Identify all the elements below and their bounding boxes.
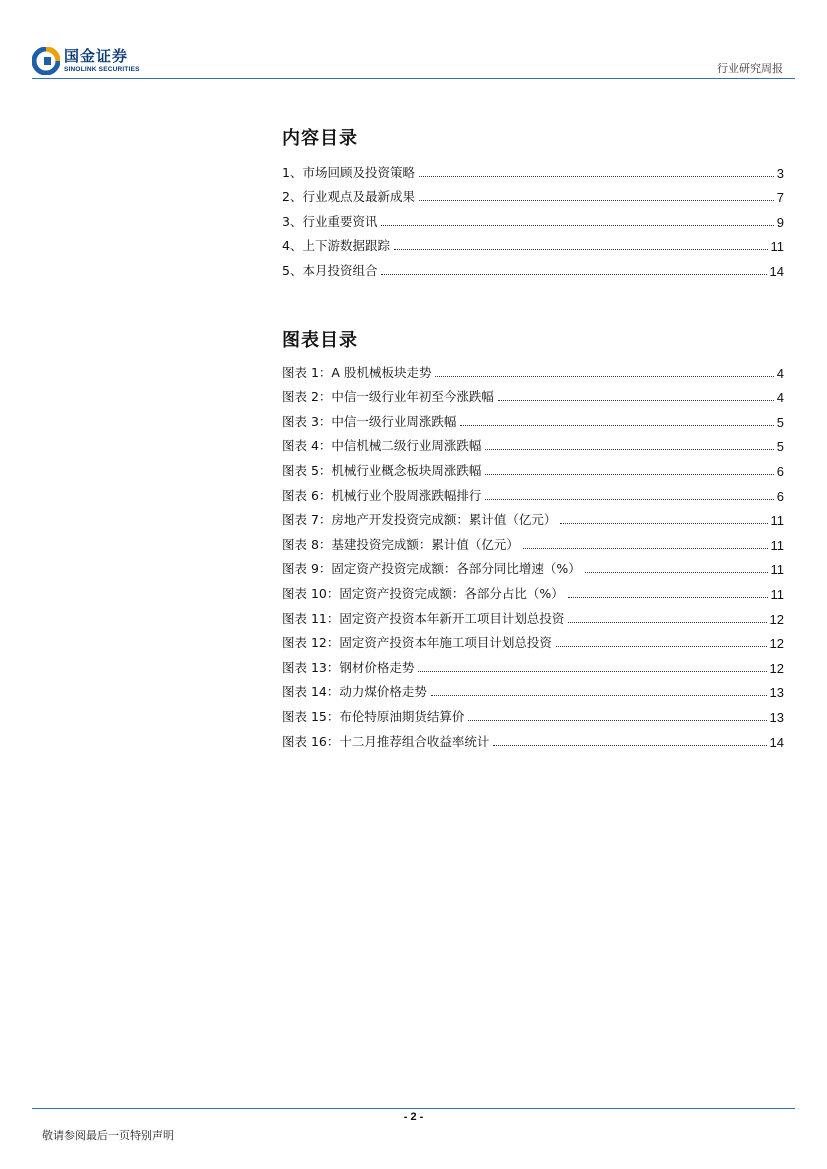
toc-entry[interactable] bbox=[282, 725, 784, 750]
toc-leader-dots bbox=[560, 522, 767, 524]
toc-entry[interactable] bbox=[282, 602, 784, 627]
toc-entry[interactable] bbox=[282, 454, 784, 479]
toc-leader-dots bbox=[468, 719, 766, 721]
toc-entry-label: 2、行业观点及最新成果 bbox=[282, 189, 415, 205]
toc-entry-page: 12 bbox=[769, 660, 784, 676]
toc-entry-page: 13 bbox=[769, 685, 784, 701]
toc-entry-page: 12 bbox=[769, 611, 784, 627]
toc-entry-page: 11 bbox=[770, 239, 784, 255]
toc-leader-dots bbox=[435, 375, 773, 377]
toc-leader-dots bbox=[556, 645, 767, 647]
toc-entry-page: 3 bbox=[776, 165, 784, 181]
toc-entry[interactable] bbox=[282, 700, 784, 725]
toc-entry-page: 11 bbox=[770, 537, 784, 553]
toc-entry[interactable] bbox=[282, 430, 784, 455]
toc-entry[interactable] bbox=[282, 381, 784, 406]
toc-leader-dots bbox=[485, 473, 773, 475]
page-number: - 2 - bbox=[403, 1111, 424, 1123]
toc-entry-label: 4、上下游数据跟踪 bbox=[282, 238, 390, 254]
toc-leader-dots bbox=[381, 273, 766, 275]
toc-entry-page: 11 bbox=[770, 513, 784, 529]
brand-logo bbox=[32, 44, 140, 78]
toc-entry-label: 3、行业重要资讯 bbox=[282, 213, 378, 229]
toc-entry-label: 图表 10：固定资产投资完成额：各部分占比（%） bbox=[282, 585, 564, 601]
footer-disclaimer: 敬请参阅最后一页特别声明 bbox=[42, 1129, 174, 1142]
toc-entry-label: 5、本月投资组合 bbox=[282, 262, 378, 278]
toc-leader-dots bbox=[485, 448, 773, 450]
toc-entry-label: 图表 7：房地产开发投资完成额：累计值（亿元） bbox=[282, 512, 557, 528]
toc-entry[interactable] bbox=[282, 577, 784, 602]
toc-entry[interactable] bbox=[282, 356, 784, 381]
toc-entry-page: 4 bbox=[776, 365, 784, 381]
toc-entry-label: 图表 11：固定资产投资本年新开工项目计划总投资 bbox=[282, 610, 565, 626]
toc-entry[interactable] bbox=[282, 181, 784, 206]
toc-leader-dots bbox=[394, 248, 768, 250]
toc-entry[interactable] bbox=[282, 479, 784, 504]
toc-leader-dots bbox=[585, 571, 768, 573]
header-divider bbox=[32, 78, 795, 79]
toc-leader-dots bbox=[523, 547, 768, 549]
toc-entry-page: 14 bbox=[769, 263, 784, 279]
toc-entry-page: 12 bbox=[769, 636, 784, 652]
toc-entry[interactable] bbox=[282, 254, 784, 279]
contents-list bbox=[282, 156, 784, 279]
toc-leader-dots bbox=[498, 399, 774, 401]
toc-entry-label: 图表 2：中信一级行业年初至今涨跌幅 bbox=[282, 389, 494, 405]
brand-name-cn: 国金证券 bbox=[64, 46, 129, 65]
toc-entry-label: 图表 4：中信机械二级行业周涨跌幅 bbox=[282, 438, 482, 454]
toc-entry-page: 7 bbox=[776, 190, 784, 206]
toc-entry[interactable] bbox=[282, 553, 784, 578]
toc-entry-page: 5 bbox=[776, 439, 784, 455]
toc-entry-page: 11 bbox=[770, 586, 784, 602]
toc-entry-page: 13 bbox=[769, 709, 784, 725]
toc-leader-dots bbox=[460, 424, 773, 426]
toc-entry-label: 图表 15：布伦特原油期货结算价 bbox=[282, 708, 465, 724]
toc-entry[interactable] bbox=[282, 156, 784, 181]
toc-entry-label: 图表 16：十二月推荐组合收益率统计 bbox=[282, 733, 490, 749]
toc-leader-dots bbox=[419, 199, 774, 201]
toc-entry-label: 图表 1：A 股机械板块走势 bbox=[282, 364, 432, 380]
toc-leader-dots bbox=[485, 498, 773, 500]
toc-entry[interactable] bbox=[282, 676, 784, 701]
toc-entry-label: 图表 12：固定资产投资本年施工项目计划总投资 bbox=[282, 635, 552, 651]
toc-entry-page: 11 bbox=[770, 562, 784, 578]
toc-entry-page: 9 bbox=[776, 214, 784, 230]
toc-entry[interactable] bbox=[282, 504, 784, 529]
toc-entry[interactable] bbox=[282, 230, 784, 255]
footer-divider bbox=[32, 1108, 795, 1109]
toc-entry-label: 1、市场回顾及投资策略 bbox=[282, 164, 415, 180]
toc-leader-dots bbox=[493, 744, 766, 746]
toc-leader-dots bbox=[381, 224, 773, 226]
figures-list bbox=[282, 356, 784, 750]
toc-entry[interactable] bbox=[282, 627, 784, 652]
sinolink-logo-icon bbox=[32, 47, 60, 75]
toc-entry[interactable] bbox=[282, 528, 784, 553]
toc-leader-dots bbox=[418, 670, 766, 672]
toc-entry-page: 6 bbox=[776, 463, 784, 479]
contents-title: 内容目录 bbox=[282, 128, 358, 149]
toc-entry-page: 14 bbox=[769, 734, 784, 750]
toc-entry[interactable] bbox=[282, 651, 784, 676]
toc-entry-label: 图表 3：中信一级行业周涨跌幅 bbox=[282, 413, 457, 429]
toc-entry-page: 5 bbox=[776, 414, 784, 430]
brand-name-en: SINOLINK SECURITIES bbox=[64, 65, 140, 73]
toc-leader-dots bbox=[419, 175, 774, 177]
toc-entry-label: 图表 6：机械行业个股周涨跌幅排行 bbox=[282, 487, 482, 503]
figures-title: 图表目录 bbox=[282, 330, 358, 351]
toc-entry-label: 图表 5：机械行业概念板块周涨跌幅 bbox=[282, 462, 482, 478]
page-header bbox=[32, 44, 795, 78]
toc-entry-page: 6 bbox=[776, 488, 784, 504]
toc-entry-page: 4 bbox=[776, 390, 784, 406]
toc-entry[interactable] bbox=[282, 205, 784, 230]
toc-entry-label: 图表 9：固定资产投资完成额：各部分同比增速（%） bbox=[282, 561, 581, 577]
toc-entry-label: 图表 14：动力煤价格走势 bbox=[282, 684, 427, 700]
toc-leader-dots bbox=[568, 621, 766, 623]
toc-leader-dots bbox=[568, 596, 768, 598]
toc-leader-dots bbox=[431, 694, 767, 696]
toc-entry-label: 图表 8：基建投资完成额：累计值（亿元） bbox=[282, 536, 519, 552]
toc-entry[interactable] bbox=[282, 405, 784, 430]
toc-entry-label: 图表 13：钢材价格走势 bbox=[282, 659, 415, 675]
report-type: 行业研究周报 bbox=[717, 62, 783, 75]
